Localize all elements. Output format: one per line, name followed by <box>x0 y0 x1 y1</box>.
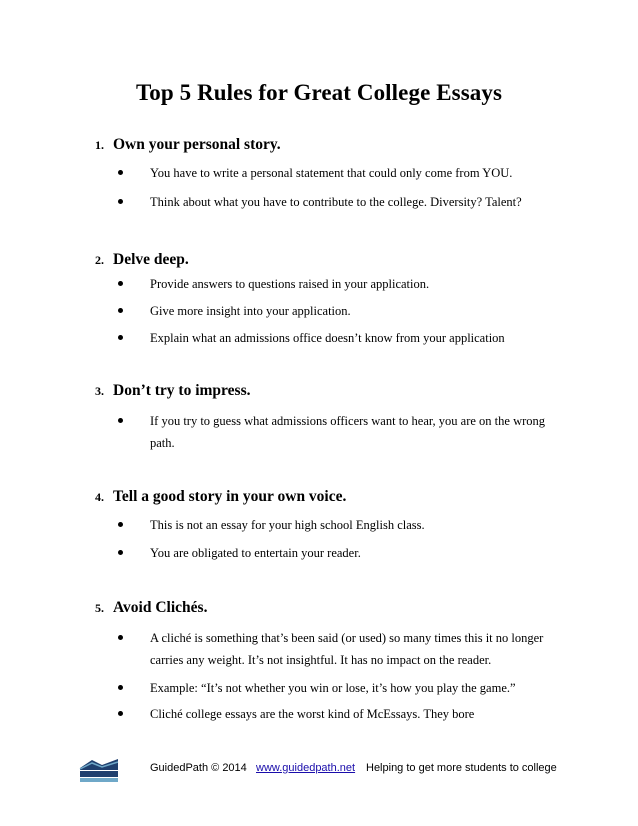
bullet-icon <box>118 418 123 423</box>
bullet-icon <box>118 711 123 716</box>
bullet-icon <box>118 550 123 555</box>
bullet-icon <box>118 199 123 204</box>
list-item-text: You have to write a personal statement that could only come from YOU. <box>150 166 513 180</box>
section-number: 2. <box>95 253 104 267</box>
section-heading <box>95 599 207 617</box>
list-item-text: A cliché is something that’s been said (or used) so many times this it no longer carries any weight. It’s not insightful. It has no impact on the reader. <box>150 631 544 667</box>
section-heading-text: Delve deep. <box>113 251 189 268</box>
section-heading <box>95 382 250 400</box>
list-item-text: If you try to guess what admissions officers want to hear, you are on the wrong path. <box>150 414 546 450</box>
bullet-icon <box>118 685 123 690</box>
bullet-icon <box>118 635 123 640</box>
list-item-text: Explain what an admissions office doesn’t know from your application <box>150 331 505 345</box>
list-item-text: Provide answers to questions raised in your application. <box>150 277 430 291</box>
list-item-text: Example: “It’s not whether you win or lose, it’s how you play the game.” <box>150 681 516 695</box>
page-title: Top 5 Rules for Great College Essays <box>135 80 503 105</box>
section-number: 3. <box>95 384 104 398</box>
section-number: 5. <box>95 601 104 615</box>
section-number: 4. <box>95 490 104 504</box>
section-heading <box>95 251 189 269</box>
footer-website-link[interactable]: www.guidedpath.net <box>256 762 356 774</box>
list-item-text: Think about what you have to contribute to the college. Diversity? Talent? <box>150 195 522 209</box>
page-footer <box>0 752 638 792</box>
section-heading <box>95 488 346 506</box>
list-item-text: You are obligated to entertain your reader. <box>150 546 361 560</box>
section-number: 1. <box>95 138 104 152</box>
list-item-text: Give more insight into your application. <box>150 304 351 318</box>
section-heading-text: Tell a good story in your own voice. <box>113 488 347 505</box>
list-item-text: Cliché college essays are the worst kind of McEssays. They bore <box>150 707 475 721</box>
footer-copyright: GuidedPath © 2014 <box>150 762 247 774</box>
bullet-icon <box>118 170 123 175</box>
bullet-icon <box>118 308 123 313</box>
footer-tagline: Helping to get more students to college <box>366 762 557 774</box>
bullet-icon <box>118 522 123 527</box>
guidedpath-logo-icon <box>78 756 120 784</box>
section-heading-text: Don’t try to impress. <box>113 382 251 399</box>
section-heading-text: Own your personal story. <box>113 136 281 153</box>
section-heading <box>95 136 281 154</box>
bullet-icon <box>118 281 123 286</box>
list-item-text: This is not an essay for your high school English class. <box>150 518 425 532</box>
bullet-icon <box>118 335 123 340</box>
section-heading-text: Avoid Clichés. <box>113 599 208 616</box>
